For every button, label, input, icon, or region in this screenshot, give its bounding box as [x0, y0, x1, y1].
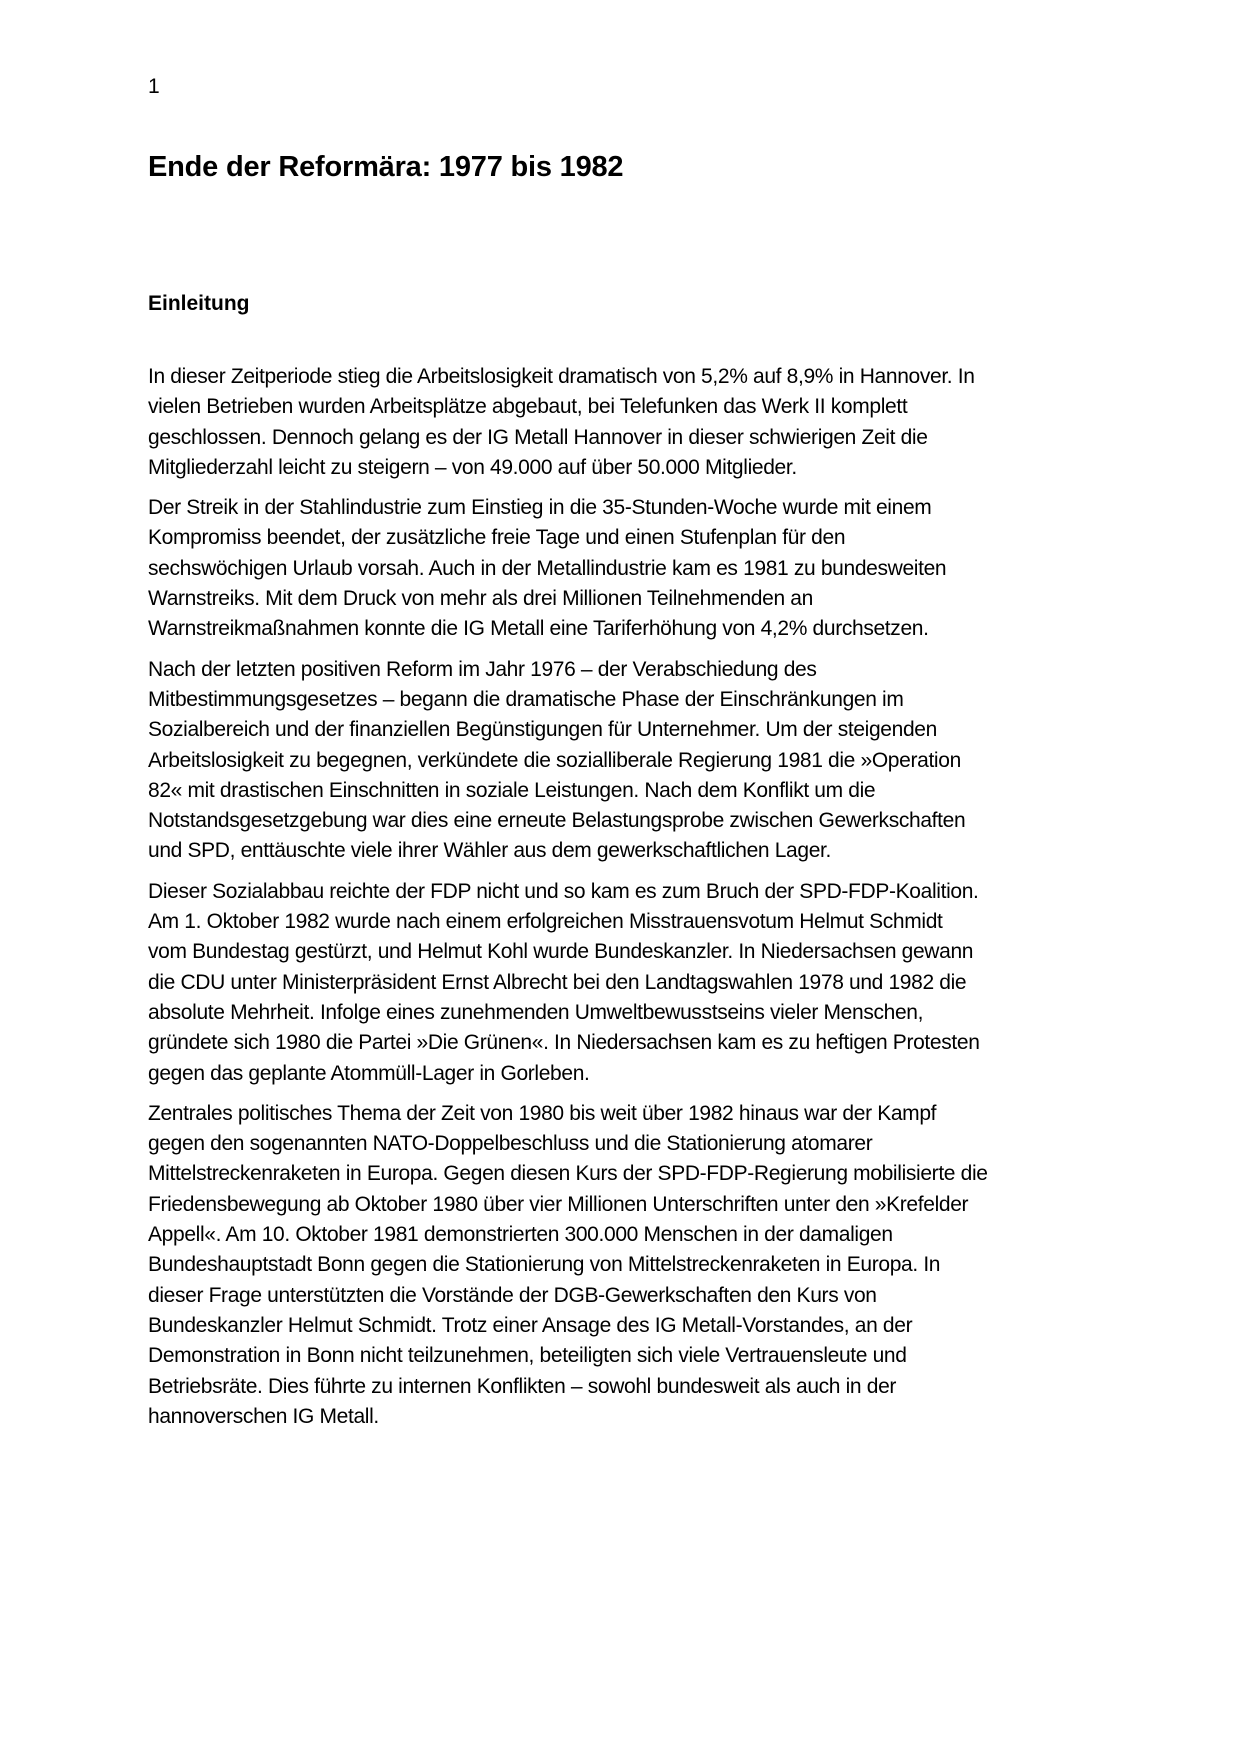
paragraph-line: Appell«. Am 10. Oktober 1981 demonstrierten 300.000 Menschen in der damaligen	[148, 1223, 893, 1247]
paragraph	[148, 1099, 1108, 1432]
paragraph-line: Bundeshauptstadt Bonn gegen die Stationierung von Mittelstreckenraketen in Europa. In	[148, 1253, 941, 1277]
paragraph-line: hannoverschen IG Metall.	[148, 1404, 379, 1428]
paragraph-line: Arbeitslosigkeit zu begegnen, verkündete die sozialliberale Regierung 1981 die »Operation	[148, 748, 961, 772]
paragraph-line: Notstandsgesetzgebung war dies eine erneute Belastungsprobe zwischen Gewerkschaften	[148, 809, 966, 833]
paragraph-line: geschlossen. Dennoch gelang es der IG Metall Hannover in dieser schwierigen Zeit die	[148, 425, 928, 449]
paragraph-line: Warnstreiks. Mit dem Druck von mehr als drei Millionen Teilnehmenden an	[148, 587, 813, 611]
paragraph-line: Betriebsräte. Dies führte zu internen Konflikten – sowohl bundesweit als auch in der	[148, 1374, 897, 1398]
paragraph-line: Am 1. Oktober 1982 wurde nach einem erfolgreichen Misstrauensvotum Helmut Schmidt	[148, 910, 943, 934]
paragraph-line: Mitbestimmungsgesetzes – begann die dramatische Phase der Einschränkungen im	[148, 687, 904, 711]
paragraph-line: vielen Betrieben wurden Arbeitsplätze abgebaut, bei Telefunken das Werk II komplett	[148, 395, 908, 419]
paragraph-line: Warnstreikmaßnahmen konnte die IG Metall eine Tariferhöhung von 4,2% durchsetzen.	[148, 617, 929, 641]
paragraph-line: Mitgliederzahl leicht zu steigern – von 49.000 auf über 50.000 Mitglieder.	[148, 455, 797, 479]
paragraph-line: Mittelstreckenraketen in Europa. Gegen diesen Kurs der SPD-FDP-Regierung mobilisierte die	[148, 1162, 988, 1186]
page-number: 1	[148, 75, 160, 98]
paragraph-line: vom Bundestag gestürzt, und Helmut Kohl wurde Bundeskanzler. In Niedersachsen gewann	[148, 940, 974, 964]
paragraph-line: Zentrales politisches Thema der Zeit von 1980 bis weit über 1982 hinaus war der Kampf	[148, 1101, 937, 1125]
paragraph-line: dieser Frage unterstützten die Vorstände der DGB-Gewerkschaften den Kurs von	[148, 1283, 877, 1307]
paragraph-line: sechswöchigen Urlaub vorsah. Auch in der Metallindustrie kam es 1981 zu bundesweiten	[148, 556, 947, 580]
paragraph-line: gegen den sogenannten NATO-Doppelbeschluss und die Stationierung atomarer	[148, 1132, 873, 1156]
paragraph-line: Demonstration in Bonn nicht teilzunehmen, beteiligten sich viele Vertrauensleute und	[148, 1344, 907, 1368]
paragraph-line: Bundeskanzler Helmut Schmidt. Trotz einer Ansage des IG Metall-Vorstandes, an der	[148, 1313, 913, 1337]
paragraph	[148, 877, 1108, 1089]
paragraph-line: die CDU unter Ministerpräsident Ernst Albrecht bei den Landtagswahlen 1978 und 1982 die	[148, 970, 967, 994]
paragraph	[148, 362, 1108, 483]
paragraph-line: 82« mit drastischen Einschnitten in soziale Leistungen. Nach dem Konflikt um die	[148, 778, 876, 802]
paragraph-line: In dieser Zeitperiode stieg die Arbeitslosigkeit dramatisch von 5,2% auf 8,9% in Hannover. In	[148, 365, 975, 388]
paragraph	[148, 493, 1108, 644]
paragraph-line: Nach der letzten positiven Reform im Jahr 1976 – der Verabschiedung des	[148, 657, 817, 681]
paragraph-line: gründete sich 1980 die Partei »Die Grünen«. In Niedersachsen kam es zu heftigen Protesten	[148, 1031, 980, 1055]
paragraph	[148, 655, 1108, 867]
body-text	[148, 362, 1108, 1442]
paragraph-line: Dieser Sozialabbau reichte der FDP nicht und so kam es zum Bruch der SPD-FDP-Koalition.	[148, 879, 979, 903]
paragraph-line: Friedensbewegung ab Oktober 1980 über vier Millionen Unterschriften unter den »Krefelder	[148, 1192, 969, 1216]
paragraph-line: und SPD, enttäuschte viele ihrer Wähler aus dem gewerkschaftlichen Lager.	[148, 839, 831, 863]
paragraph-line: Sozialbereich und der finanziellen Begünstigungen für Unternehmer. Um der steigenden	[148, 718, 937, 742]
section-heading: Einleitung	[148, 292, 250, 315]
paragraph-line: absolute Mehrheit. Infolge eines zunehmenden Umweltbewusstseins vieler Menschen,	[148, 1000, 924, 1024]
paragraph-line: Der Streik in der Stahlindustrie zum Einstieg in die 35-Stunden-Woche wurde mit einem	[148, 496, 932, 520]
paragraph-line: gegen das geplante Atommüll-Lager in Gorleben.	[148, 1061, 590, 1085]
paragraph-line: Kompromiss beendet, der zusätzliche freie Tage und einen Stufenplan für den	[148, 526, 846, 550]
page-title: Ende der Reformära: 1977 bis 1982	[148, 151, 624, 183]
